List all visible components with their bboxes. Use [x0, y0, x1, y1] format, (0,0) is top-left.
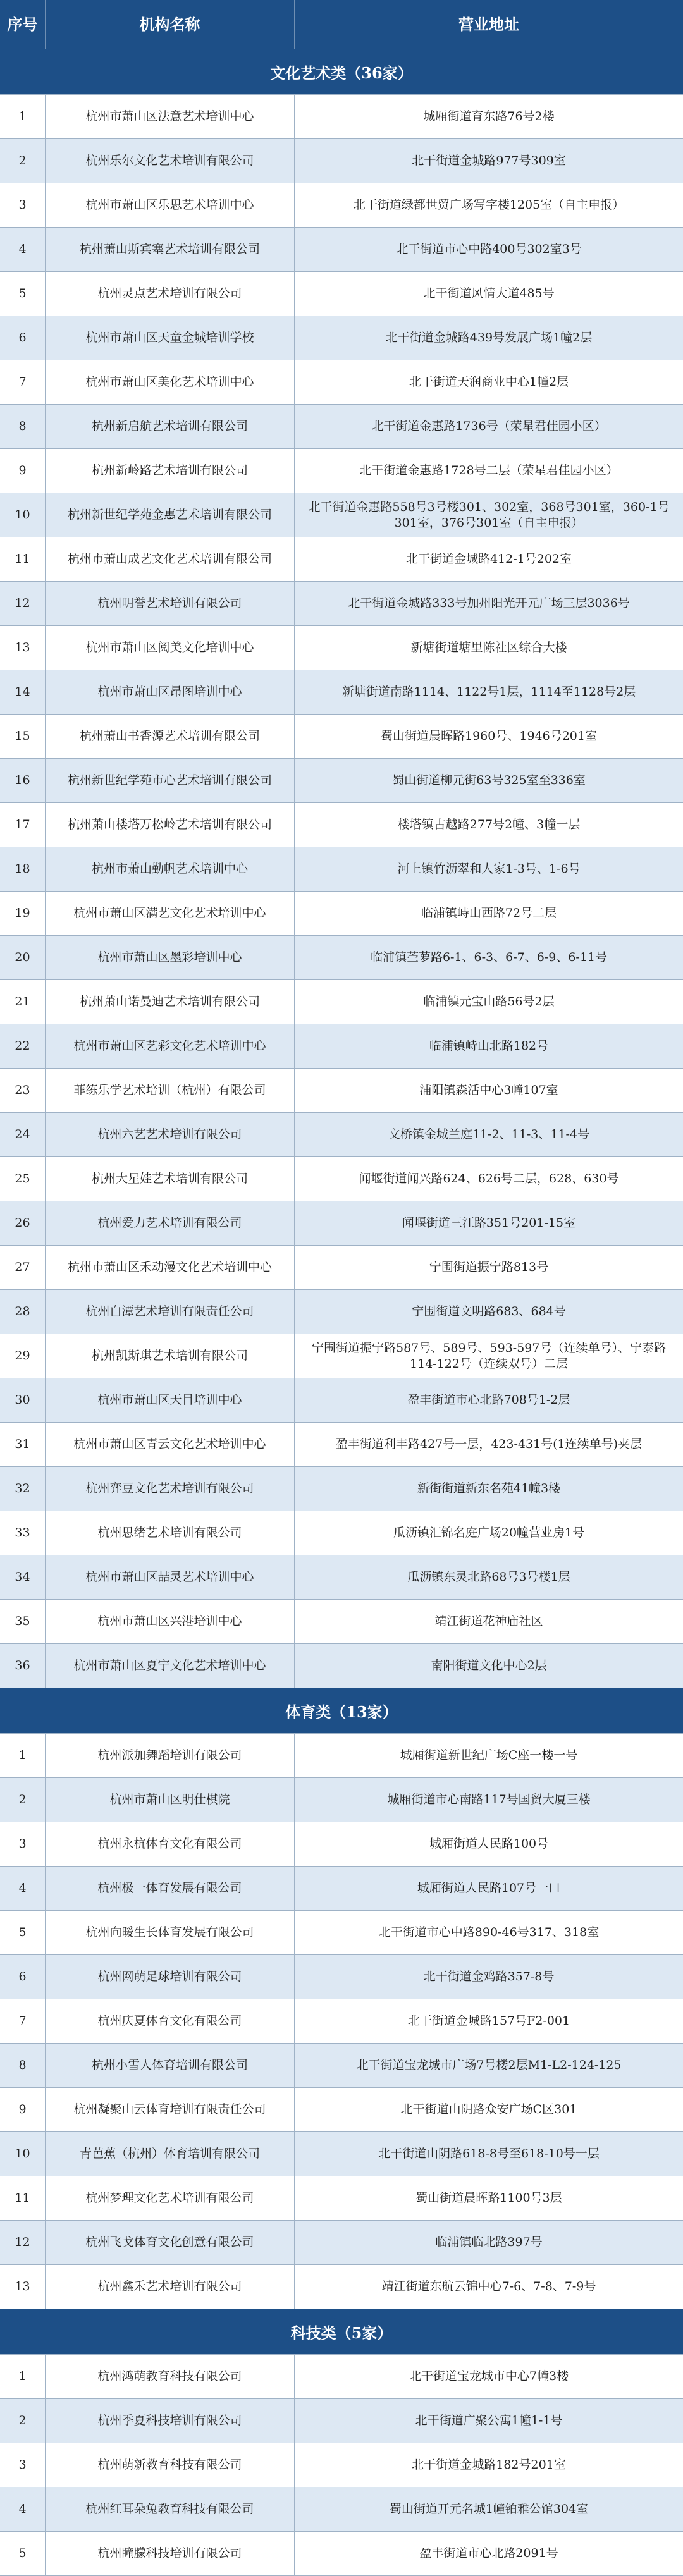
address-cell: 临浦镇临北路397号	[435, 2235, 543, 2249]
serial-number-cell: 25	[0, 1157, 46, 1201]
serial-number-cell: 4	[0, 228, 46, 271]
table-row	[0, 1867, 683, 1911]
table-row	[0, 847, 683, 892]
address-cell: 靖江街道东航云锦中心7-6、7-8、7-9号	[381, 2279, 596, 2293]
table-row	[0, 1734, 683, 1778]
serial-number-cell: 11	[0, 537, 46, 581]
table-row	[0, 936, 683, 980]
table-row	[0, 95, 683, 139]
serial-number-cell: 4	[0, 2487, 46, 2531]
serial-number-cell: 8	[0, 2044, 46, 2087]
section-header	[0, 2309, 683, 2355]
institution-name-cell: 杭州市萧山区兴港培训中心	[46, 1600, 295, 1643]
serial-number-cell: 6	[0, 316, 46, 360]
institution-name-cell: 杭州萌新教育科技有限公司	[46, 2443, 295, 2487]
institution-name-cell: 杭州市萧山区满艺文化艺术培训中心	[46, 892, 295, 935]
serial-number-cell: 34	[0, 1555, 46, 1599]
address-cell: 北干街道金城路157号F2-001	[407, 2014, 570, 2028]
serial-number-cell: 9	[0, 2088, 46, 2131]
institution-name-cell: 青芭蕉（杭州）体育培训有限公司	[46, 2132, 295, 2176]
institution-name-cell: 杭州市萧山区夏宁文化艺术培训中心	[46, 1644, 295, 1688]
table-body	[0, 49, 683, 2576]
institution-name-cell: 杭州市萧山勤帆艺术培训中心	[46, 847, 295, 891]
table-row	[0, 1423, 683, 1467]
institution-name-cell: 杭州市萧山区阅美文化培训中心	[46, 626, 295, 670]
serial-number-cell: 20	[0, 936, 46, 979]
serial-number-cell: 15	[0, 715, 46, 758]
table-row	[0, 1600, 683, 1644]
address-cell: 北干街道金惠路1736号（荣星君佳园小区）	[371, 419, 606, 433]
serial-number-cell: 1	[0, 2355, 46, 2398]
table-row	[0, 1778, 683, 1822]
institution-name-cell: 杭州市萧山成艺文化艺术培训有限公司	[46, 537, 295, 581]
section-header	[0, 49, 683, 95]
serial-number-cell: 14	[0, 670, 46, 714]
serial-number-cell: 19	[0, 892, 46, 935]
table-row	[0, 2132, 683, 2176]
address-cell: 北干街道市心中路400号302室3号	[396, 242, 582, 256]
table-row	[0, 493, 683, 537]
institution-name-cell: 杭州网萌足球培训有限公司	[46, 1955, 295, 1999]
address-cell: 临浦镇苎萝路6-1、6-3、6-7、6-9、6-11号	[370, 950, 608, 964]
serial-number-cell: 5	[0, 272, 46, 316]
address-cell: 北干街道绿都世贸广场写字楼1205室（自主申报）	[353, 198, 625, 212]
address-cell: 北干街道天润商业中心1幢2层	[409, 375, 569, 389]
serial-number-cell: 10	[0, 2132, 46, 2176]
address-cell: 北干街道金城路412-1号202室	[405, 552, 572, 566]
institution-name-cell: 杭州市萧山区墨彩培训中心	[46, 936, 295, 979]
address-cell: 新塘街道塘里陈社区综合大楼	[410, 641, 567, 654]
address-cell: 城厢街道市心南路117号国贸大厦三楼	[387, 1793, 591, 1806]
table-row	[0, 2355, 683, 2399]
address-cell: 瓜沥镇东灵北路68号3号楼1层	[407, 1570, 570, 1584]
institution-name-cell: 杭州红耳朵兔教育科技有限公司	[46, 2487, 295, 2531]
serial-number-cell: 10	[0, 493, 46, 537]
section-title: 体育类（13家）	[285, 1703, 398, 1721]
address-cell: 闻堰街道闻兴路624、626号二层，628、630号	[359, 1172, 619, 1186]
institution-name-cell: 杭州萧山书香源艺术培训有限公司	[46, 715, 295, 758]
serial-number-cell: 9	[0, 449, 46, 493]
address-cell: 蜀山街道晨晖路1960号、1946号201室	[381, 729, 597, 743]
table-row	[0, 2044, 683, 2088]
address-cell: 城厢街道新世纪广场C座一楼一号	[400, 1748, 578, 1762]
serial-number-cell: 23	[0, 1069, 46, 1112]
table-row	[0, 2487, 683, 2532]
serial-number-cell: 11	[0, 2176, 46, 2220]
serial-number-cell: 13	[0, 2265, 46, 2309]
institution-name-cell: 杭州思绪艺术培训有限公司	[46, 1511, 295, 1555]
table-row	[0, 1511, 683, 1555]
address-cell: 北干街道风情大道485号	[423, 286, 555, 300]
institution-name-cell: 杭州凯斯琪艺术培训有限公司	[46, 1334, 295, 1378]
institution-name-cell: 菲练乐学艺术培训（杭州）有限公司	[46, 1069, 295, 1112]
address-cell: 宁围街道振宁路813号	[429, 1260, 549, 1274]
section-title: 科技类（5家）	[290, 2324, 393, 2342]
address-cell: 临浦镇元宝山路56号2层	[423, 995, 555, 1009]
table-row	[0, 582, 683, 626]
table-row	[0, 1157, 683, 1201]
institution-name-cell: 杭州市萧山区天童金城培训学校	[46, 316, 295, 360]
address-cell: 城厢街道育东路76号2楼	[423, 109, 555, 123]
serial-number-cell: 7	[0, 1999, 46, 2043]
table-row	[0, 2399, 683, 2443]
institution-name-cell: 杭州极一体育发展有限公司	[46, 1867, 295, 1910]
institution-name-cell: 杭州梦理文化艺术培训有限公司	[46, 2176, 295, 2220]
table-header	[0, 0, 683, 49]
table-row	[0, 626, 683, 670]
table-row	[0, 1467, 683, 1511]
serial-number-cell: 4	[0, 1867, 46, 1910]
table-row	[0, 360, 683, 405]
institution-name-cell: 杭州季夏科技培训有限公司	[46, 2399, 295, 2443]
institution-name-cell: 杭州市萧山区青云文化艺术培训中心	[46, 1423, 295, 1466]
table-row	[0, 228, 683, 272]
institution-name-cell: 杭州市萧山区明仕棋院	[46, 1778, 295, 1822]
institution-name-cell: 杭州六艺艺术培训有限公司	[46, 1113, 295, 1156]
serial-number-cell: 3	[0, 1822, 46, 1866]
table-row	[0, 2532, 683, 2576]
table-row	[0, 892, 683, 936]
table-row	[0, 803, 683, 847]
table-row	[0, 2221, 683, 2265]
table-row	[0, 1999, 683, 2044]
address-cell: 北干街道宝龙城市广场7号楼2层M1-L2-124-125	[356, 2058, 622, 2072]
institution-name-cell: 杭州大星娃艺术培训有限公司	[46, 1157, 295, 1201]
serial-number-cell: 2	[0, 1778, 46, 1822]
institution-name-cell: 杭州瞳朦科技培训有限公司	[46, 2532, 295, 2575]
serial-number-cell: 18	[0, 847, 46, 891]
address-cell: 新街街道新东名苑41幢3楼	[417, 1481, 561, 1495]
header-serial-number: 序号	[0, 0, 46, 49]
address-cell: 北干街道金惠路1728号二层（荣星君佳园小区）	[359, 463, 618, 477]
institution-name-cell: 杭州鸿萌教育科技有限公司	[46, 2355, 295, 2398]
table-row	[0, 1822, 683, 1867]
address-cell: 北干街道山阴路618-8号至618-10号一层	[378, 2147, 600, 2161]
address-cell: 北干街道金城路439号发展广场1幢2层	[385, 331, 593, 345]
institution-name-cell: 杭州鑫禾艺术培训有限公司	[46, 2265, 295, 2309]
address-cell: 北干街道山阴路众安广场C区301	[400, 2102, 577, 2116]
serial-number-cell: 17	[0, 803, 46, 847]
address-cell: 盈丰街道利丰路427号一层，423-431号(1连续单号)夹层	[335, 1437, 643, 1451]
address-cell: 北干街道宝龙城市中心7幢3楼	[409, 2369, 569, 2383]
institution-name-cell: 杭州市萧山区昂图培训中心	[46, 670, 295, 714]
table-row	[0, 272, 683, 316]
institution-name-cell: 杭州派加舞蹈培训有限公司	[46, 1734, 295, 1777]
serial-number-cell: 13	[0, 626, 46, 670]
serial-number-cell: 26	[0, 1201, 46, 1245]
serial-number-cell: 12	[0, 2221, 46, 2264]
table-row	[0, 1290, 683, 1334]
table-row	[0, 2088, 683, 2132]
address-cell: 南阳街道文化中心2层	[431, 1659, 547, 1672]
table-row	[0, 1069, 683, 1113]
table-row	[0, 1955, 683, 1999]
serial-number-cell: 12	[0, 582, 46, 625]
address-cell: 盈丰街道市心北路708号1-2层	[407, 1393, 570, 1407]
address-cell: 北干街道广聚公寓1幢1-1号	[415, 2413, 563, 2427]
serial-number-cell: 8	[0, 405, 46, 448]
address-cell: 宁围街道文明路683、684号	[412, 1304, 566, 1318]
institution-name-cell: 杭州新启航艺术培训有限公司	[46, 405, 295, 448]
institution-name-cell: 杭州弈豆文化艺术培训有限公司	[46, 1467, 295, 1511]
address-cell: 城厢街道人民路107号一口	[417, 1881, 561, 1895]
serial-number-cell: 1	[0, 1734, 46, 1777]
serial-number-cell: 16	[0, 759, 46, 802]
serial-number-cell: 24	[0, 1113, 46, 1156]
address-cell: 北干街道金鸡路357-8号	[423, 1970, 555, 1984]
table-row	[0, 1911, 683, 1955]
institution-name-cell: 杭州向暖生长体育发展有限公司	[46, 1911, 295, 1954]
address-cell: 临浦镇峙山西路72号二层	[421, 906, 557, 920]
address-cell: 闻堰街道三江路351号201-15室	[402, 1216, 576, 1230]
address-cell: 盈丰街道市心北路2091号	[419, 2546, 558, 2560]
table-row	[0, 2443, 683, 2487]
serial-number-cell: 3	[0, 2443, 46, 2487]
serial-number-cell: 5	[0, 2532, 46, 2575]
institution-name-cell: 杭州爱力艺术培训有限公司	[46, 1201, 295, 1245]
address-cell: 新塘街道南路1114、1122号1层，1114至1128号2层	[342, 685, 636, 699]
header-institution-name: 机构名称	[46, 0, 295, 49]
table-row	[0, 980, 683, 1024]
address-cell: 靖江街道花神庙社区	[434, 1614, 543, 1628]
address-cell: 北干街道金城路182号201室	[412, 2458, 566, 2472]
serial-number-cell: 30	[0, 1378, 46, 1422]
institution-name-cell: 杭州明誉艺术培训有限公司	[46, 582, 295, 625]
institution-name-cell: 杭州灵点艺术培训有限公司	[46, 272, 295, 316]
table-row	[0, 316, 683, 360]
table-row	[0, 1378, 683, 1423]
table-row	[0, 537, 683, 582]
table-row	[0, 183, 683, 228]
table-row	[0, 1246, 683, 1290]
table-row	[0, 1644, 683, 1688]
table-row	[0, 1334, 683, 1378]
serial-number-cell: 35	[0, 1600, 46, 1643]
table-row	[0, 1201, 683, 1246]
table-row	[0, 1113, 683, 1157]
address-cell: 蜀山街道开元名城1幢铂雅公馆304室	[389, 2502, 589, 2516]
serial-number-cell: 28	[0, 1290, 46, 1334]
table-row	[0, 670, 683, 715]
serial-number-cell: 1	[0, 95, 46, 138]
serial-number-cell: 29	[0, 1334, 46, 1378]
table-row	[0, 449, 683, 493]
address-cell: 城厢街道人民路100号	[429, 1837, 549, 1851]
institution-name-cell: 杭州萧山诺曼迪艺术培训有限公司	[46, 980, 295, 1024]
address-cell: 蜀山街道柳元街63号325室至336室	[392, 773, 586, 787]
institution-name-cell: 杭州庆夏体育文化有限公司	[46, 1999, 295, 2043]
table-row	[0, 2176, 683, 2221]
institution-name-cell: 杭州市萧山区法意艺术培训中心	[46, 95, 295, 138]
serial-number-cell: 31	[0, 1423, 46, 1466]
table-row	[0, 1024, 683, 1069]
address-cell: 宁围街道振宁路587号、589号、593-597号（连续单号）、宁泰路114-122号（连续双号）二层	[312, 1340, 666, 1371]
serial-number-cell: 33	[0, 1511, 46, 1555]
serial-number-cell: 27	[0, 1246, 46, 1289]
serial-number-cell: 3	[0, 183, 46, 227]
institution-name-cell: 杭州市萧山区美化艺术培训中心	[46, 360, 295, 404]
address-cell: 瓜沥镇汇锦名庭广场20幢营业房1号	[393, 1526, 585, 1540]
serial-number-cell: 7	[0, 360, 46, 404]
institution-name-cell: 杭州市萧山区喆灵艺术培训中心	[46, 1555, 295, 1599]
section-title: 文化艺术类（36家）	[270, 64, 413, 82]
table-row	[0, 405, 683, 449]
address-cell: 蜀山街道晨晖路1100号3层	[415, 2191, 562, 2205]
institution-name-cell: 杭州白潭艺术培训有限责任公司	[46, 1290, 295, 1334]
address-cell: 浦阳镇森活中心3幢107室	[419, 1083, 558, 1097]
institution-name-cell: 杭州新岭路艺术培训有限公司	[46, 449, 295, 493]
serial-number-cell: 21	[0, 980, 46, 1024]
table-row	[0, 139, 683, 183]
institution-name-cell: 杭州市萧山区乐思艺术培训中心	[46, 183, 295, 227]
serial-number-cell: 32	[0, 1467, 46, 1511]
address-cell: 临浦镇峙山北路182号	[429, 1039, 549, 1053]
address-cell: 楼塔镇古越路277号2幢、3幢一层	[397, 818, 581, 831]
address-cell: 北干街道市心中路890-46号317、318室	[378, 1925, 600, 1939]
institution-name-cell: 杭州乐尔文化艺术培训有限公司	[46, 139, 295, 183]
institution-name-cell: 杭州萧山楼塔万松岭艺术培训有限公司	[46, 803, 295, 847]
serial-number-cell: 22	[0, 1024, 46, 1068]
institution-name-cell: 杭州永杭体育文化有限公司	[46, 1822, 295, 1866]
address-cell: 河上镇竹沥翠和人家1-3号、1-6号	[397, 862, 581, 876]
serial-number-cell: 2	[0, 2399, 46, 2443]
table-row	[0, 1555, 683, 1600]
address-cell: 北干街道金惠路558号3号楼301、302室，368号301室，360-1号301室，376号301室（自主申报）	[308, 500, 670, 530]
institution-name-cell: 杭州凝聚山云体育培训有限责任公司	[46, 2088, 295, 2131]
institution-name-cell: 杭州市萧山区天目培训中心	[46, 1378, 295, 1422]
institution-name-cell: 杭州萧山斯宾塞艺术培训有限公司	[46, 228, 295, 271]
institution-name-cell: 杭州市萧山区艺彩文化艺术培训中心	[46, 1024, 295, 1068]
address-cell: 文桥镇金城兰庭11-2、11-3、11-4号	[388, 1127, 590, 1141]
serial-number-cell: 2	[0, 139, 46, 183]
institution-name-cell: 杭州新世纪学苑金惠艺术培训有限公司	[46, 493, 295, 537]
serial-number-cell: 5	[0, 1911, 46, 1954]
serial-number-cell: 6	[0, 1955, 46, 1999]
address-cell: 北干街道金城路977号309室	[412, 154, 566, 168]
institution-name-cell: 杭州小雪人体育培训有限公司	[46, 2044, 295, 2087]
address-cell: 北干街道金城路333号加州阳光开元广场三层3036号	[348, 596, 630, 610]
section-header	[0, 1688, 683, 1734]
institution-name-cell: 杭州飞戈体育文化创意有限公司	[46, 2221, 295, 2264]
header-business-address: 营业地址	[458, 15, 519, 34]
table-row	[0, 759, 683, 803]
institution-name-cell: 杭州市萧山区禾动漫文化艺术培训中心	[46, 1246, 295, 1289]
serial-number-cell: 36	[0, 1644, 46, 1688]
table-row	[0, 715, 683, 759]
institution-name-cell: 杭州新世纪学苑市心艺术培训有限公司	[46, 759, 295, 802]
table-row	[0, 2265, 683, 2309]
